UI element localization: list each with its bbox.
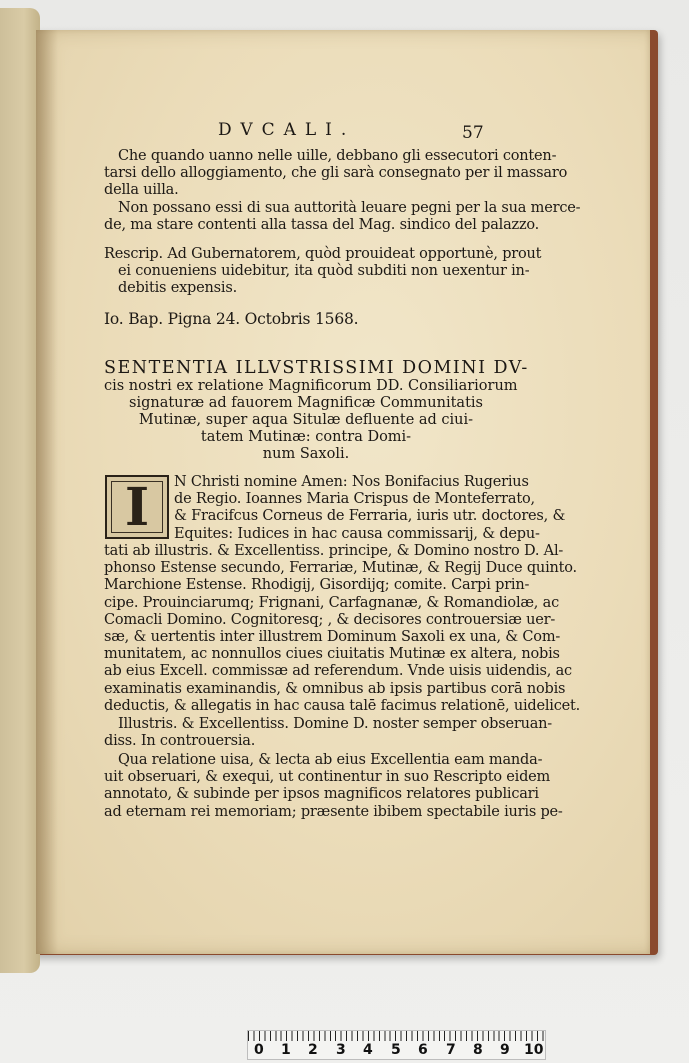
text-line: della uilla. [104,182,179,199]
title-line: cis nostri ex relatione Magnificorum DD. Consiliariorum [104,378,518,394]
text-line: examinatis examinandis, & omnibus ab ipsis partibus corā nobis [104,680,566,697]
text-line: Rescrip. Ad Gubernatorem, quòd prouideat opportunè, prout [104,246,542,262]
title-line: Mutinæ, super aqua Situlæ defluente ad ciui- [138,412,474,428]
text-line: munitatem, ac nonnullos ciues ciuitatis Mutinæ ex altera, nobis [104,646,560,663]
text-line: Illustris. & Excellentiss. Domine D. noster semper obseruan- [118,716,552,732]
initial-letter: I [124,477,150,538]
text-line: de Regio. Ioannes Maria Crispus de Monteferrato, [174,491,535,508]
text-line: & Fracifcus Corneus de Ferraria, iuris utr. doctores, & [174,508,566,525]
text-line: ab eius Excell. commissæ ad referendum. Vnde uisis uidendis, ac [104,663,572,680]
text-line: Qua relatione uisa, & lecta ab eius Excellentia eam manda- [118,752,543,768]
paragraph-1 [104,148,568,200]
text-line: Marchione Estense. Rhodigij, Gisordijq; comite. Carpi prin- [104,577,530,594]
text-line: cipe. Prouinciarumq; Frignani, Carfagnanæ, & Romandiolæ, ac [104,594,559,611]
ruler-label: 5 [391,1042,401,1058]
paragraph-2 [104,200,581,234]
ruler-label: 8 [473,1042,483,1058]
text-line: phonso Estense secundo, Ferrariæ, Mutinæ, & Regij Duce quinto. [104,560,577,577]
running-head: DVCALI. [218,120,356,140]
ruler-label: 7 [446,1042,456,1058]
text-line: Che quando uanno nelle uille, debbano gli essecutori conten- [118,148,557,164]
text-line: diss. In controuersia. [104,733,256,750]
text-line: Non possano essi di sua auttorità leuare pegni per la sua merce- [118,200,581,216]
text-line: ei conueniens uidebitur, ita quòd subditi non uexentur in- [118,263,530,280]
title-line: signaturæ ad fauorem Magnificæ Communitatis [129,395,483,411]
text-line: tati ab illustris. & Excellentiss. principe, & Domino nostro D. Al- [104,543,564,559]
text-line: deductis, & allegatis in hac causa talē facimus relationē, uidelicet. [104,697,581,714]
text-line: sæ, & uertentis inter illustrem Dominum Saxoli ex una, & Com- [104,629,561,646]
left-page-edge [0,8,40,973]
text-line: debitis expensis. [118,280,237,297]
text-line: uit obseruari, & exequi, ut continentur in suo Rescripto eidem [104,769,551,786]
ruler-label: 0 [254,1042,264,1058]
page-number: 57 [462,123,484,143]
measurement-ruler [247,1030,546,1060]
text-line: Equites: Iudices in hac causa commissarij, & depu- [174,525,540,542]
text-line: Comacli Domino. Cognitoresq; , & decisores controuersiæ uer- [104,611,556,628]
body-opening [174,474,566,543]
title-line: num Saxoli. [262,446,350,462]
ruler-label: 4 [363,1042,373,1058]
ruler-label: 10 [524,1042,544,1058]
ruler-label: 1 [281,1042,291,1058]
title-line: tatem Mutinæ: contra Domi- [200,429,412,445]
ruler-label: 9 [500,1042,510,1058]
sentence-title [104,358,529,463]
ruler-label: 2 [308,1042,318,1058]
ruler-label: 3 [336,1042,346,1058]
text-line: tarsi dello alloggiamento, che gli sarà consegnato per il massaro [104,165,568,182]
text-line: annotato, & subinde per ipsos magnificos relatores publicari [104,786,539,803]
text-line: ad eternam rei memoriam; præsente ibibem spectabile iuris pe- [104,803,563,820]
text-line: de, ma stare contenti alla tassa del Mag. sindico del palazzo. [104,217,540,234]
paragraph-qua [104,752,563,821]
ruler-ticks [248,1031,545,1041]
gutter-shadow [36,30,58,954]
signature-line: Io. Bap. Pigna 24. Octobris 1568. [104,310,359,328]
decorated-initial [105,475,169,539]
rescript [104,246,542,298]
body-text [104,543,581,715]
paragraph-illustris [104,716,552,750]
title-first-line: SENTENTIA ILLVSTRISSIMI DOMINI DV- [104,358,529,378]
text-line: N Christi nomine Amen: Nos Bonifacius Rugerius [174,474,529,490]
signature [104,311,500,328]
ruler-label: 6 [418,1042,428,1058]
